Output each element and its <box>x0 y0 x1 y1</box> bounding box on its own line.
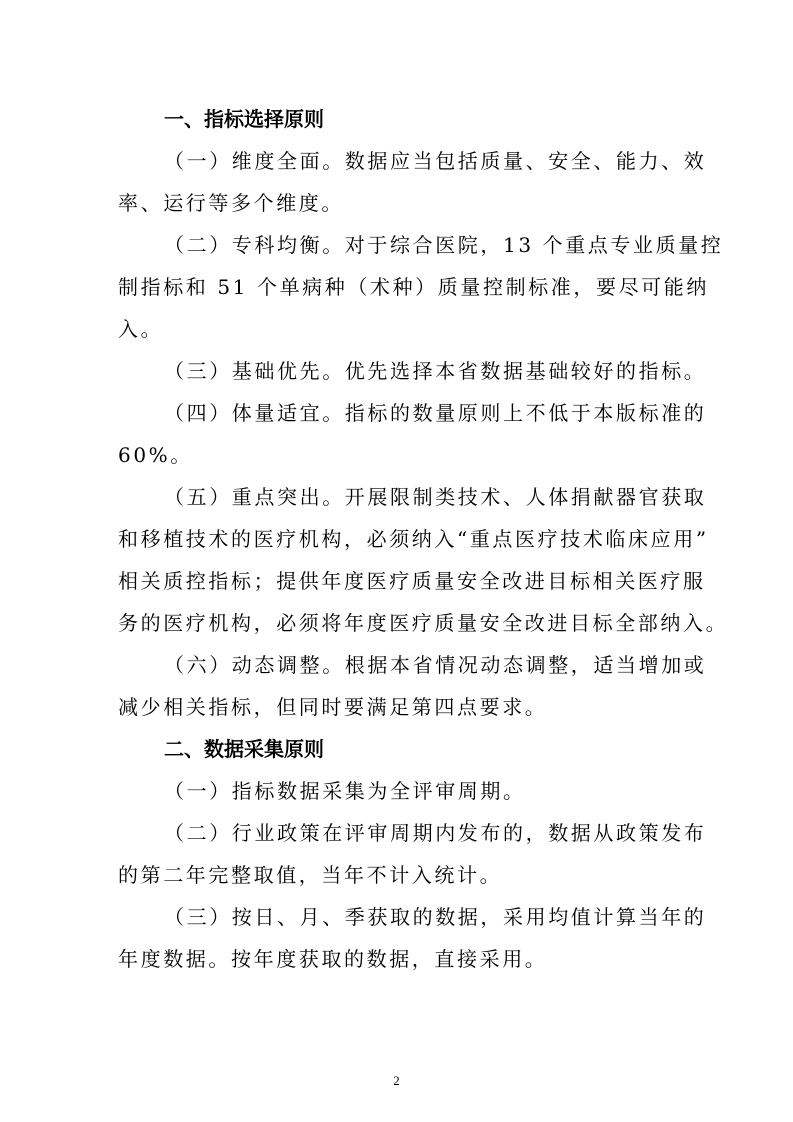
text-line: 减少相关指标，但同时要满足第四点要求。 <box>118 695 548 719</box>
text-line: （三）基础优先。优先选择本省数据基础较好的指标。 <box>164 359 707 383</box>
text-line: （二）行业政策在评审周期内发布的，数据从政策发布 <box>164 821 707 845</box>
text-line: 制指标和 51 个单病种（术种）质量控制标准，要尽可能纳 <box>118 275 709 299</box>
text-line: 60%。 <box>118 443 193 467</box>
section-heading-1: 一、指标选择原则 <box>164 107 324 131</box>
text-line: 和移植技术的医疗机构，必须纳入“重点医疗技术临床应用” <box>118 527 709 551</box>
paragraph-1-2 <box>118 224 724 350</box>
paragraph-2-1 <box>118 770 674 812</box>
text-line: （一）指标数据采集为全评审周期。 <box>164 779 526 803</box>
paragraph-1-5 <box>118 476 729 644</box>
text-line: （四）体量适宜。指标的数量原则上不低于本版标准的 <box>164 401 707 425</box>
paragraph-1-3 <box>118 350 707 392</box>
paragraph-1-4 <box>118 392 707 476</box>
text-line: 入。 <box>118 317 164 341</box>
text-line: 务的医疗机构，必须将年度医疗质量安全改进目标全部纳入。 <box>118 611 729 635</box>
paragraph-2-2 <box>118 812 707 896</box>
paragraph-2-3 <box>118 896 707 980</box>
paragraph-1-6 <box>118 644 707 728</box>
text-line: （六）动态调整。根据本省情况动态调整，适当增加或 <box>164 653 707 677</box>
page-number: 2 <box>393 1073 400 1088</box>
text-line: 年度数据。按年度获取的数据，直接采用。 <box>118 947 548 971</box>
text-line: （二）专科均衡。对于综合医院，13 个重点专业质量控 <box>164 233 724 257</box>
text-line: 的第二年完整取值，当年不计入统计。 <box>118 863 503 887</box>
text-line: 率、运行等多个维度。 <box>118 191 344 215</box>
text-line: （三）按日、月、季获取的数据，采用均值计算当年的 <box>164 905 707 929</box>
document-body <box>118 98 729 980</box>
section-heading-2: 二、数据采集原则 <box>164 737 324 761</box>
paragraph-1-1 <box>118 140 707 224</box>
text-line: （一）维度全面。数据应当包括质量、安全、能力、效 <box>164 149 707 173</box>
text-line: 相关质控指标；提供年度医疗质量安全改进目标相关医疗服 <box>118 569 706 593</box>
text-line: （五）重点突出。开展限制类技术、人体捐献器官获取 <box>164 485 707 509</box>
